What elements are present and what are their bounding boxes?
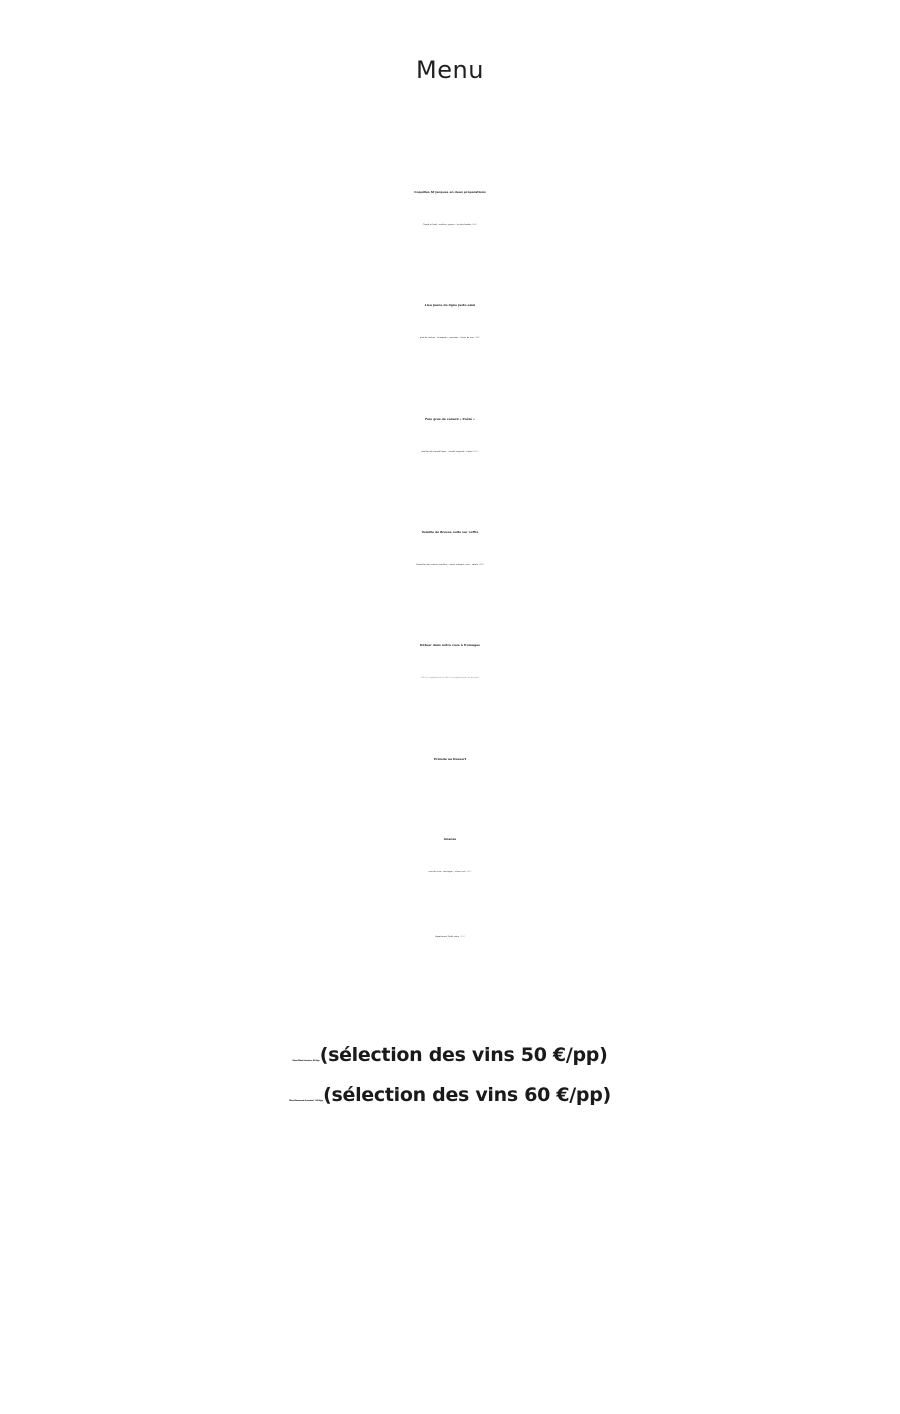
dish-name-ananas: Ananas bbox=[443, 837, 457, 841]
dish-name-prelude: Prélude au Dessert bbox=[433, 757, 467, 761]
dish-desc-foie-gras: bouillon de canard laqué – raviole végétale - hoisin (36€) bbox=[421, 451, 479, 453]
dish-desc-fromages: (20€ en supplément ou 14€ en remplacement du dessert) bbox=[420, 677, 480, 679]
dish-price: (34€) bbox=[471, 224, 478, 226]
dish-desc-ananas: noix de coco - meringue – citron vert (16€) bbox=[428, 871, 472, 873]
dish-desc-lieu-jaune: pied de cochon – kumquats – poireaux – laitue de mer (34€) bbox=[419, 337, 481, 339]
dish-desc-coquilles: Chaud et froid - endives –punzu – jus des bardes (34€) bbox=[422, 224, 478, 226]
dish-price: (34€) bbox=[474, 337, 481, 339]
dish-price: (16€) bbox=[466, 871, 472, 873]
dish-name-lieu-jaune: Lieu Jaune de ligne juste saisi bbox=[424, 303, 476, 307]
dish-price: (36€) bbox=[473, 451, 479, 453]
wine-selection: (sélection des vins 50 €/pp) bbox=[319, 1044, 608, 1066]
page-title: Menu bbox=[416, 56, 484, 84]
supplement-price: 15€ bbox=[461, 936, 465, 938]
dish-name-volaille: Volaille de Bresse cuite sur coffre bbox=[421, 530, 479, 534]
dish-price: (48€) bbox=[478, 564, 485, 566]
menu-plaisir: Menu Plaisir 4 services - 80 €/pp (sélection des vins 50 €/pp) bbox=[292, 1044, 608, 1066]
menu-decouverte: Menu Découverte 5 services* - 105 €/pp (sélection des vins 60 €/pp) bbox=[289, 1084, 611, 1106]
dish-name-foie-gras: Foie gras de canard « Poêlé » bbox=[425, 417, 475, 421]
wine-selection: (sélection des vins 60 €/pp) bbox=[323, 1084, 611, 1106]
dish-name-coquilles: Coquilles St Jacques en deux préparations bbox=[414, 190, 486, 194]
dish-name-fromages: Détour dans notre cave à fromages bbox=[420, 643, 480, 647]
dish-desc-volaille: Cannelloni des cuisses confites – sauce arlequin- noix – comté (48€) bbox=[415, 564, 485, 566]
truffle-supplement: Supplément Truffe noire : 15€ bbox=[435, 936, 465, 938]
